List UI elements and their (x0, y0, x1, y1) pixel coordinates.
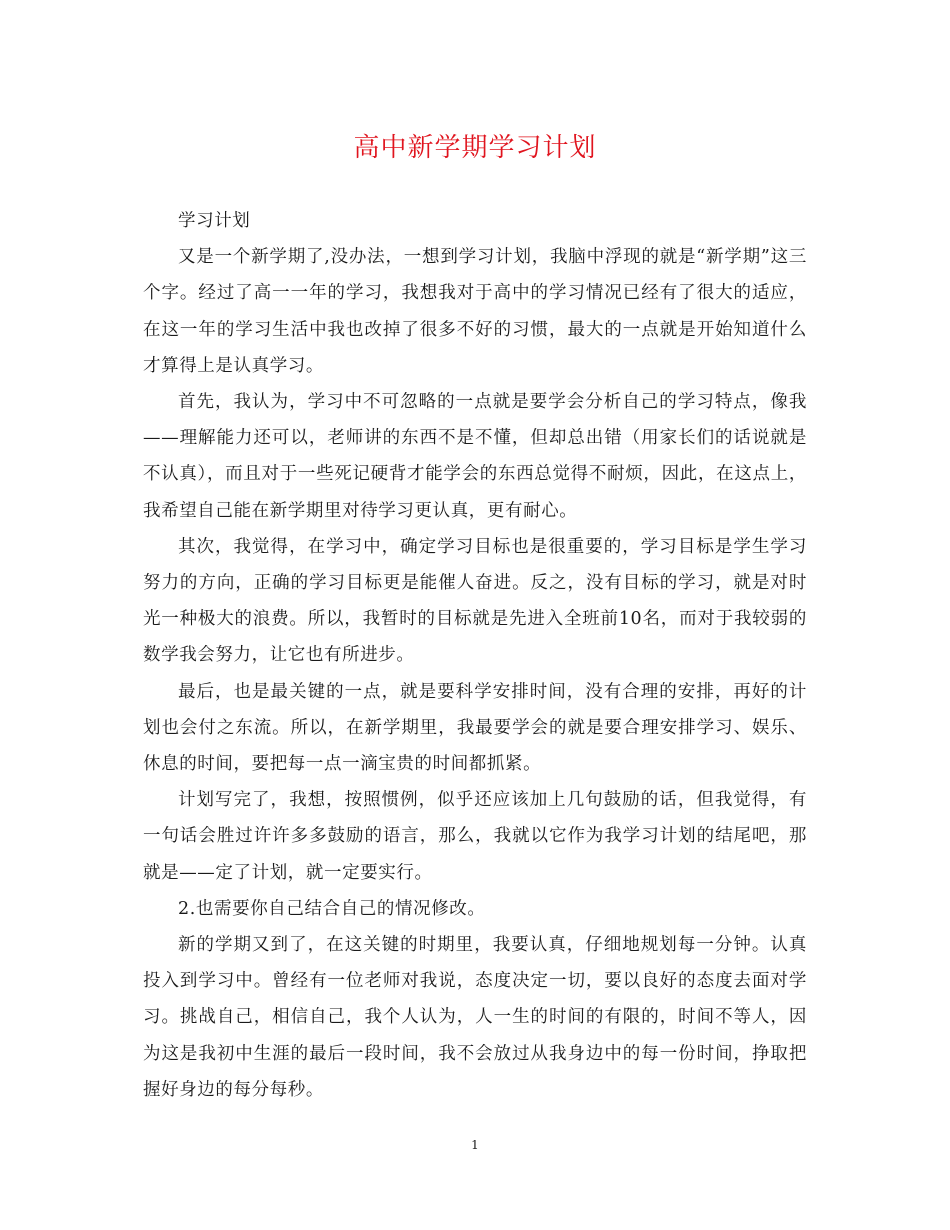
paragraph: 又是一个新学期了,没办法，一想到学习计划，我脑中浮现的就是“新学期”这三个字。经过了高一一年的学习，我想我对于高中的学习情况已经有了很大的适应，在这一年的学习生活中我也改掉了很多不好的习惯，最大的一点就是开始知道什么才算得上是认真学习。 (143, 247, 807, 376)
paragraph: 其次，我觉得，在学习中，确定学习目标也是很重要的，学习目标是学生学习努力的方向，正确的学习目标更是能催人奋进。反之，没有目标的学习，就是对时光一种极大的浪费。所以，我暂时的目标就是先进入全班前10名，而对于我较弱的数学我会努力，让它也有所进步。 (143, 536, 807, 666)
document-body (143, 203, 807, 1108)
paragraph: 最后，也是最关键的一点，就是要科学安排时间，没有合理的安排，再好的计划也会付之东流。所以，在新学期里，我最要学会的就是要合理安排学习、娱乐、休息的时间，要把每一点一滴宝贵的时间都抓紧。 (143, 681, 807, 775)
document-title: 高中新学期学习计划 (353, 133, 597, 163)
page-number: 1 (471, 1138, 479, 1152)
section-heading: 学习计划 (178, 211, 251, 231)
paragraph: 计划写完了，我想，按照惯例，似乎还应该加上几句鼓励的话，但我觉得，有一句话会胜过许许多多鼓励的语言，那么，我就以它作为我学习计划的结尾吧，那就是——定了计划，就一定要实行。 (143, 790, 807, 883)
paragraph: 2.也需要你自己结合自己的情况修改。 (178, 898, 486, 919)
paragraph: 新的学期又到了，在这关键的时期里，我要认真，仔细地规划每一分钟。认真投入到学习中。曾经有一位老师对我说，态度决定一切，要以良好的态度去面对学习。挑战自己，相信自己，我个人认为，人一生的时间的有限的，时间不等人，因为这是我初中生涯的最后一段时间，我不会放过从我身边中的每一份时间，挣取把握好身边的每分每秒。 (143, 935, 807, 1100)
paragraph: 首先，我认为，学习中不可忽略的一点就是要学会分析自己的学习特点，像我——理解能力还可以，老师讲的东西不是不懂，但却总出错（用家长们的话说就是不认真），而且对于一些死记硬背才能学会的东西总觉得不耐烦，因此，在这点上，我希望自己能在新学期里对待学习更认真，更有耐心。 (143, 392, 807, 521)
